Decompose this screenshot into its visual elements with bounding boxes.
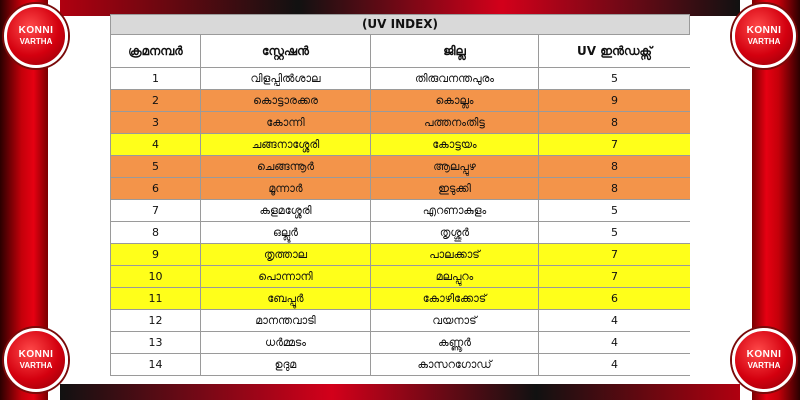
cell-station: ചങ്ങനാശ്ശേരി	[201, 134, 371, 156]
uv-index-table	[110, 34, 690, 376]
table-row	[111, 156, 691, 178]
cell-uv-index: 5	[539, 200, 691, 222]
table-row	[111, 266, 691, 288]
cell-station: കോന്നി	[201, 112, 371, 134]
cell-district: പത്തനംതിട്ട	[371, 112, 539, 134]
table-row	[111, 178, 691, 200]
header-station: സ്റ്റേഷൻ	[201, 35, 371, 68]
table-row	[111, 68, 691, 90]
cell-station: തൃത്താല	[201, 244, 371, 266]
cell-district: വയനാട്	[371, 310, 539, 332]
table-row	[111, 332, 691, 354]
table-row	[111, 310, 691, 332]
cell-district: തൃശ്ശൂർ	[371, 222, 539, 244]
table-row	[111, 244, 691, 266]
cell-serial-number: 10	[111, 266, 201, 288]
header-serial-number: ക്രമനമ്പർ	[111, 35, 201, 68]
cell-station: മൂന്നാർ	[201, 178, 371, 200]
cell-serial-number: 9	[111, 244, 201, 266]
cell-district: തിരുവനന്തപുരം	[371, 68, 539, 90]
table-row	[111, 112, 691, 134]
cell-serial-number: 1	[111, 68, 201, 90]
cell-serial-number: 12	[111, 310, 201, 332]
cell-station: പൊന്നാനി	[201, 266, 371, 288]
cell-station: ഒല്ലൂർ	[201, 222, 371, 244]
cell-uv-index: 4	[539, 310, 691, 332]
cell-station: ചെങ്ങന്നൂർ	[201, 156, 371, 178]
konni-vartha-logo-bottom-left	[4, 328, 68, 392]
cell-station: കൊട്ടാരക്കര	[201, 90, 371, 112]
cell-station: ഉദുമ	[201, 354, 371, 376]
cell-uv-index: 8	[539, 156, 691, 178]
cell-station: ബേപ്പൂർ	[201, 288, 371, 310]
cell-uv-index: 6	[539, 288, 691, 310]
uv-index-table-container	[110, 14, 690, 384]
logo-text-line1: KONNI	[18, 349, 54, 360]
cell-district: പാലക്കാട്	[371, 244, 539, 266]
logo-text-line2: VARTHA	[19, 361, 53, 370]
cell-district: മലപ്പുറം	[371, 266, 539, 288]
cell-serial-number: 6	[111, 178, 201, 200]
cell-serial-number: 11	[111, 288, 201, 310]
table-row	[111, 134, 691, 156]
cell-uv-index: 7	[539, 266, 691, 288]
cell-station: കളമശ്ശേരി	[201, 200, 371, 222]
cell-serial-number: 2	[111, 90, 201, 112]
cell-district: കണ്ണൂർ	[371, 332, 539, 354]
cell-serial-number: 4	[111, 134, 201, 156]
cell-serial-number: 3	[111, 112, 201, 134]
konni-vartha-logo-top-right	[732, 4, 796, 68]
table-title: (UV INDEX)	[110, 14, 690, 34]
table-header-row	[111, 35, 691, 68]
cell-uv-index: 9	[539, 90, 691, 112]
logo-text-line1: KONNI	[746, 349, 782, 360]
cell-station: വിളപ്പിൽശാല	[201, 68, 371, 90]
table-row	[111, 222, 691, 244]
table-row	[111, 200, 691, 222]
cell-district: കോഴിക്കോട്	[371, 288, 539, 310]
cell-serial-number: 8	[111, 222, 201, 244]
cell-uv-index: 7	[539, 244, 691, 266]
cell-district: ആലപ്പുഴ	[371, 156, 539, 178]
cell-uv-index: 5	[539, 68, 691, 90]
konni-vartha-logo-bottom-right	[732, 328, 796, 392]
header-district: ജില്ല	[371, 35, 539, 68]
cell-uv-index: 8	[539, 178, 691, 200]
cell-station: ധർമ്മടം	[201, 332, 371, 354]
cell-uv-index: 8	[539, 112, 691, 134]
logo-text-line1: KONNI	[18, 25, 54, 36]
cell-serial-number: 14	[111, 354, 201, 376]
bottom-border	[60, 384, 740, 400]
logo-text-line2: VARTHA	[747, 361, 781, 370]
cell-district: കൊല്ലം	[371, 90, 539, 112]
cell-station: മാനന്തവാടി	[201, 310, 371, 332]
logo-text-line1: KONNI	[746, 25, 782, 36]
cell-district: എറണാകുളം	[371, 200, 539, 222]
logo-text-line2: VARTHA	[19, 37, 53, 46]
cell-district: ഇടുക്കി	[371, 178, 539, 200]
cell-serial-number: 5	[111, 156, 201, 178]
konni-vartha-logo-top-left	[4, 4, 68, 68]
cell-uv-index: 4	[539, 354, 691, 376]
cell-uv-index: 4	[539, 332, 691, 354]
header-uv-index: UV ഇൻഡക്സ്	[539, 35, 691, 68]
cell-serial-number: 13	[111, 332, 201, 354]
table-row	[111, 90, 691, 112]
cell-district: കാസറഗോഡ്	[371, 354, 539, 376]
table-row	[111, 288, 691, 310]
table-row	[111, 354, 691, 376]
cell-district: കോട്ടയം	[371, 134, 539, 156]
cell-uv-index: 5	[539, 222, 691, 244]
cell-uv-index: 7	[539, 134, 691, 156]
logo-text-line2: VARTHA	[747, 37, 781, 46]
cell-serial-number: 7	[111, 200, 201, 222]
